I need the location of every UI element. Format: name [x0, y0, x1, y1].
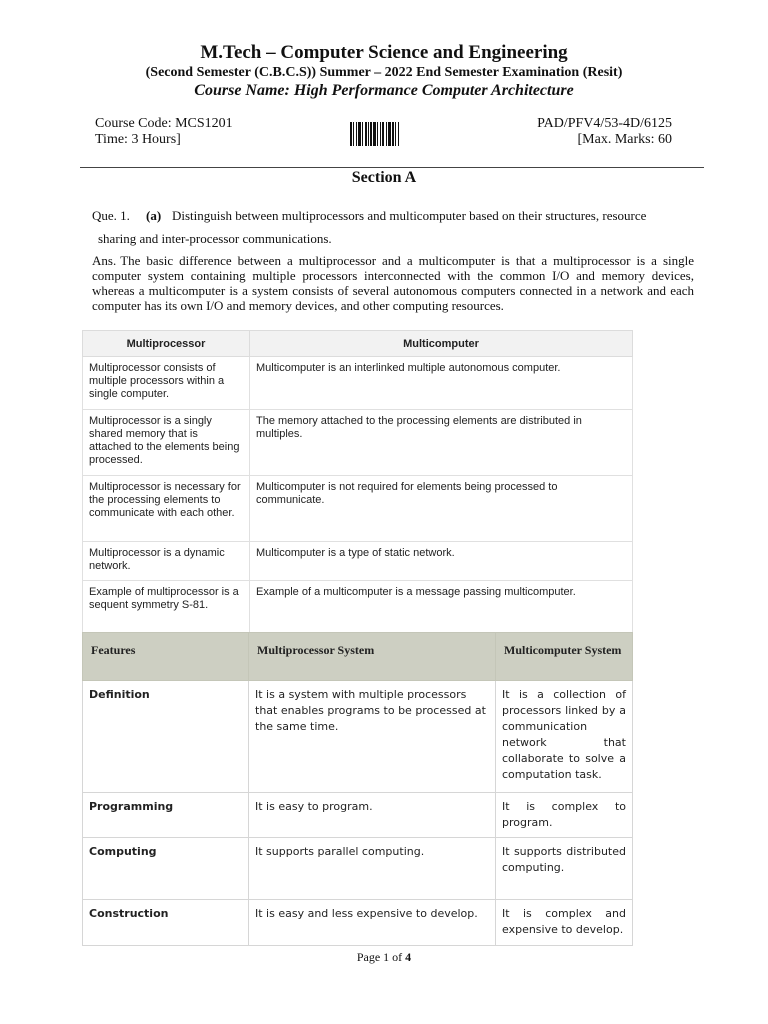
feature-name: Programming [83, 793, 249, 838]
table-cell: Multicomputer is a type of static network. [250, 542, 633, 581]
question-line-2: sharing and inter-processor communications. [98, 231, 332, 246]
column-header-multiprocessor: Multiprocessor [83, 331, 250, 357]
exam-subtitle: (Second Semester (C.B.C.S)) Summer – 2022 End Semester Examination (Resit) [145, 65, 623, 80]
table-cell: It is a collection of processors linked by a communication network that collaborate to solve a computation task. [496, 681, 633, 793]
column-header-multicomputer: Multicomputer [250, 331, 633, 357]
barcode-image [350, 122, 418, 146]
page-of: of [392, 950, 403, 964]
table-row [83, 900, 633, 946]
page-number: 1 [383, 950, 390, 964]
table-cell: Multiprocessor is a dynamic network. [83, 542, 250, 581]
meta-right [537, 116, 672, 148]
column-header-features: Features [83, 633, 249, 681]
table-row [83, 793, 633, 838]
table-cell: Example of multiprocessor is a sequent symmetry S-81. [83, 581, 250, 633]
exam-title: M.Tech – Computer Science and Engineering [200, 42, 568, 63]
table-row [83, 357, 633, 410]
table-cell: Multiprocessor consists of multiple processors within a single computer. [83, 357, 250, 410]
max-marks: [Max. Marks: 60 [577, 132, 672, 147]
question-line-1 [92, 205, 694, 227]
table-cell: It is easy and less expensive to develop. [249, 900, 496, 946]
features-table-header [83, 633, 633, 681]
answer-text: The basic difference between a multiprocessor and a multicomputer is that a multiprocessor is a single computer system containing multiple processors interconnected with the common I/O and memory devices, whereas a multicomputer is a system consists of several autonomous computers connected in a network and each computer has its own I/O and memory devices, and other computing resources. [92, 253, 694, 313]
table-cell: It supports parallel computing. [249, 838, 496, 900]
table-cell: Multiprocessor is necessary for the processing elements to communicate with each other. [83, 476, 250, 542]
course-name: Course Name: High Performance Computer Architecture [194, 82, 574, 99]
exam-duration: Time: 3 Hours] [95, 132, 181, 147]
paper-code: PAD/PFV4/53-4D/6125 [537, 116, 672, 131]
table-cell: Multicomputer is an interlinked multiple autonomous computer. [250, 357, 633, 410]
page-footer [0, 950, 768, 965]
table-cell: Example of a multicomputer is a message passing multicomputer. [250, 581, 633, 633]
course-code: Course Code: MCS1201 [95, 116, 233, 131]
comparison-table-header [83, 331, 633, 357]
table-cell: Multicomputer is not required for elements being processed to communicate. [250, 476, 633, 542]
feature-name: Computing [83, 838, 249, 900]
table-cell: It is easy to program. [249, 793, 496, 838]
question-label: Que. 1. [92, 208, 130, 223]
feature-name: Construction [83, 900, 249, 946]
table-row [83, 542, 633, 581]
column-header-multicomputer-system: Multicomputer System [496, 633, 633, 681]
table-cell: It is a system with multiple processors that enables programs to be processed at the same time. [249, 681, 496, 793]
table-cell: The memory attached to the processing elements are distributed in multiples. [250, 410, 633, 476]
header-divider [80, 167, 704, 168]
table-row [83, 838, 633, 900]
table-cell: It is complex to program. [496, 793, 633, 838]
question-text-1: Distinguish between multiprocessors and multicomputer based on their structures, resource [172, 208, 647, 223]
table-cell: It is complex and expensive to develop. [496, 900, 633, 946]
page-total: 4 [405, 950, 412, 964]
table-row [83, 681, 633, 793]
table-cell: It supports distributed computing. [496, 838, 633, 900]
feature-name: Definition [83, 681, 249, 793]
table-row [83, 581, 633, 633]
meta-left [95, 116, 233, 148]
column-header-multiprocessor-system: Multiprocessor System [249, 633, 496, 681]
answer-label: Ans. [92, 253, 117, 268]
features-table [82, 632, 633, 946]
question-part: (a) [146, 208, 162, 223]
page-prefix: Page [356, 950, 381, 964]
table-row [83, 410, 633, 476]
table-cell: Multiprocessor is a singly shared memory that is attached to the elements being processed. [83, 410, 250, 476]
table-row [83, 476, 633, 542]
answer-paragraph [92, 253, 694, 313]
comparison-table [82, 330, 633, 633]
barcode-stripe [399, 122, 400, 146]
section-title: Section A [351, 169, 417, 186]
